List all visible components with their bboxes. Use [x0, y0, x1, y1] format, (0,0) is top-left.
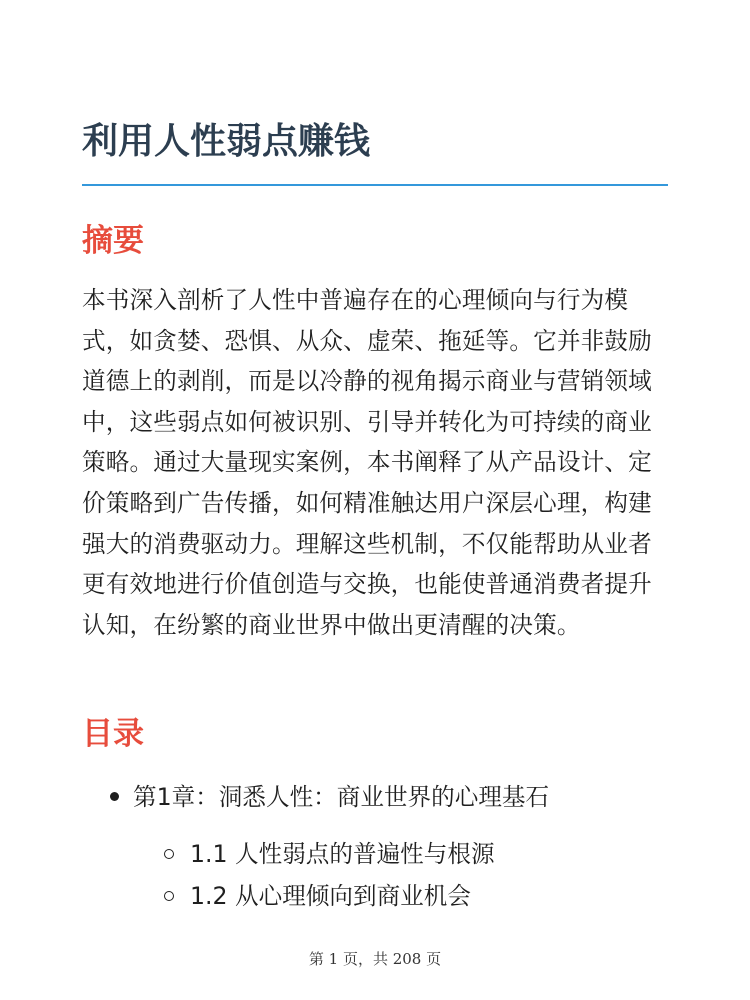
toc-item-label: 第1章：洞悉人性：商业世界的心理基石 — [133, 783, 550, 811]
toc-item-chapter-1[interactable] — [110, 780, 549, 814]
toc-item-section-1-1[interactable] — [164, 837, 495, 871]
abstract-heading: 摘要 — [82, 223, 144, 259]
bullet-circle-icon — [164, 849, 174, 859]
abstract-body: 本书深入剖析了人性中普遍存在的心理倾向与行为模式，如贪婪、恐惧、从众、虚荣、拖延等。它并非鼓励道德上的剥削，而是以冷静的视角揭示商业与营销领域中，这些弱点如何被识别、引导并转化为可持续的商业策略。通过大量现实案例，本书阐释了从产品设计、定价策略到广告传播，如何精准触达用户深层心理，构建强大的消费驱动力。理解这些机制，不仅能帮助从业者更有效地进行价值创造与交换，也能使普通消费者提升认知，在纷繁的商业世界中做出更清醒的决策。 — [82, 286, 652, 639]
toc-item-label: 1.1 人性弱点的普遍性与根源 — [190, 840, 495, 868]
toc-list — [82, 0, 668, 1000]
toc-heading: 目录 — [82, 716, 144, 752]
page-footer: 第 1 页，共 208 页 — [308, 950, 442, 968]
toc-item-section-1-2[interactable] — [164, 879, 471, 913]
bullet-circle-icon — [164, 891, 174, 901]
document-title: 利用人性弱点赚钱 — [82, 121, 371, 162]
bullet-disc-icon — [110, 792, 119, 801]
toc-item-label: 1.2 从心理倾向到商业机会 — [190, 882, 471, 910]
